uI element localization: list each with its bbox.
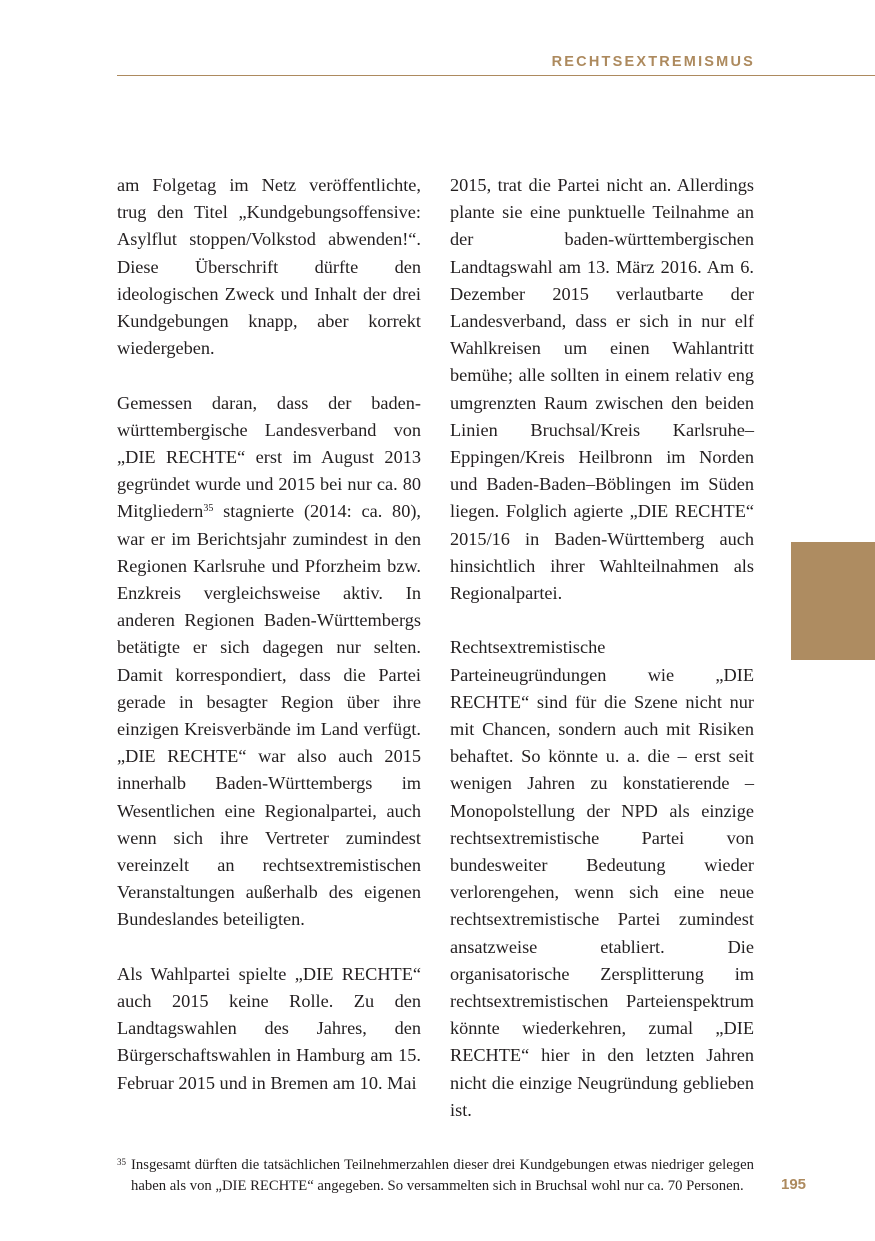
running-header: RECHTSEXTREMISMUS [551,54,755,70]
header-rule [117,75,875,76]
page-number: 195 [781,1176,807,1193]
footnote [117,1155,754,1197]
paragraph: Rechtsextremistische Parteineugründungen wie „DIE RECHTE“ sind für die Szene nicht nur mit Chancen, sondern auch mit Risiken behaftet. So könnte u. a. die – erst seit wenigen Jahren zu konstatierende – Monopolstellung der NPD als einzige rechtsextremistische Partei von bundesweiter Bedeutung wieder verlorengehen, wenn sich eine neue rechtsextremistische Partei zumindest ansatzweise etabliert. Die organisatorische Zersplitterung im rechtsextremistischen Parteienspektrum könnte wiederkehren, zumal „DIE RECHTE“ hier in den letzten Jahren nicht die einzige Neugründung geblieben ist. [450,637,754,1120]
footnote-mark: 35 [117,1157,126,1167]
paragraph-text: Gemessen daran, dass der baden-württembergische Landesverband von „DIE RECHTE“ erst im August 2013 gegründet wurde und 2015 bei nur ca. 80 Mitgliedern [117,392,421,522]
chapter-tab-marker [791,542,875,660]
paragraph [117,390,421,934]
right-column [450,172,754,1124]
footnote-text: Insgesamt dürften die tatsächlichen Teilnehmerzahlen dieser drei Kundgebungen etwas niedriger gelegen haben als von „DIE RECHTE“ angegeben. So versammelten sich in Bruchsal wohl nur ca. 70 Personen. [131,1157,754,1195]
paragraph-text: stagnierte (2014: ca. 80), war er im Berichtsjahr zumindest in den Regionen Karlsruhe und Pforzheim bzw. Enzkreis vergleichsweise aktiv. In anderen Regionen Baden-Württembergs betätigte er sich dagegen nur selten. Damit korrespondiert, dass die Partei gerade in besagter Region über ihre einzigen Kreisverbände im Land verfügt. „DIE RECHTE“ war also auch 2015 innerhalb Baden-Württembergs im Wesentlichen eine Regionalpartei, auch wenn sich ihre Vertreter zumindest vereinzelt an rechtsextremistischen Veranstaltungen außerhalb des eigenen Bundeslandes beteiligten. [117,501,421,930]
paragraph: Als Wahlpartei spielte „DIE RECHTE“ auch 2015 keine Rolle. Zu den Landtagswahlen des Jahres, den Bürgerschaftswahlen in Hamburg am 15. Februar 2015 und in Bremen am 10. Mai [117,963,421,1093]
paragraph: am Folgetag im Netz veröffentlichte, trug den Titel „Kundgebungsoffensive: Asylflut stoppen/Volkstod abwenden!“. Diese Überschrift dürfte den ideologischen Zweck und Inhalt der drei Kundgebungen knapp, aber korrekt wiedergeben. [117,175,421,359]
left-column [117,172,421,1097]
paragraph: 2015, trat die Partei nicht an. Allerdings plante sie eine punktuelle Teilnahme an der baden-württembergischen Landtagswahl am 13. März 2016. Am 6. Dezember 2015 verlautbarte der Landesverband, dass er sich in nur elf Wahlkreisen um einen Wahlantritt bemühe; alle sollten in einem relativ eng umgrenzten Raum zwischen den beiden Linien Bruchsal/Kreis Karlsruhe–Eppingen/Kreis Heilbronn im Norden und Baden-Baden–Böblingen im Süden liegen. Folglich agierte „DIE RECHTE“ 2015/16 in Baden-Württemberg auch hinsichtlich ihrer Wahlteilnahmen als Regionalpartei. [450,175,754,604]
footnote-reference[interactable]: 35 [203,503,214,515]
